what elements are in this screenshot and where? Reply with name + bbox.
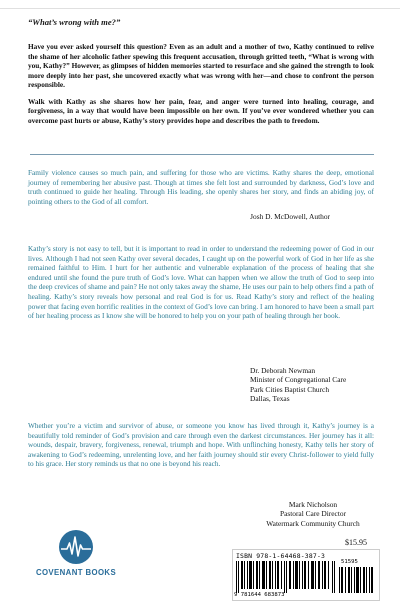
barcode-icon <box>236 561 336 593</box>
endorsement-text: Family violence causes so much pain, and suffering for those who are victims. Kathy shares the deep, emotional journey of remembering her abusive past. Though at times she felt lost and surrounded by darkness, God’s love and truth continued to guide her healing. Through His leading, she openly shares her story, and finds an abiding joy, of pointing others to the God of all comfort. <box>28 168 374 206</box>
endorsement-3-signature <box>248 500 378 528</box>
isbn-text: ISBN 978-1-64468-387-3 <box>236 552 326 560</box>
signature-line: Josh D. McDowell, Author <box>250 212 330 221</box>
barcode-addon-icon <box>339 567 375 593</box>
signature-line: Mark Nicholson <box>288 500 338 509</box>
barcode-addon-digits: 51595 <box>341 559 358 565</box>
divider <box>30 154 374 155</box>
signature-line: Dr. Deborah Newman <box>250 366 316 375</box>
signature-line: Minister of Congregational Care <box>250 375 347 385</box>
intro-paragraph: Walk with Kathy as she shares how her pain, fear, and anger were turned into healing, courage, and forgiveness, in a way that would have been impossible on her own. If you’ve ever wondered whether you can overcome past hurts or abuse, Kathy’s story provides hope and describes the path to freedom. <box>28 96 374 125</box>
endorsement-text: Whether you’re a victim and survivor of abuse, or someone you know has lived through it, Kathy’s journey is a beautifully told reminder of God’s provision and care through even the darkest circumstances. Her journey has it all: wounds, despair, bravery, forgiveness, renewal, triumph and hope. With unflinching honesty, Kathy tells her story of awakening to God’s redeeming, unrelenting love, and her faith journey should stir every Christ-follower to yield fully to his grace. Her story reminds us that no one is beyond his reach. <box>28 421 374 469</box>
price: $15.95 <box>345 538 367 547</box>
endorsement-2-signature <box>250 366 380 404</box>
endorsement-text: Kathy’s story is not easy to tell, but it is important to read in order to understand the redeeming power of God in our lives. Although I had not seen Kathy over several decades, I caught up on the powerful work of God in her life as she remained faithful to Him. I hurt for her authentic and vulnerable explanation of the process of healing that she endured until she found the pure truth of God’s love. What can happen when we allow the truth of God to seep into the deep crevices of shame and pain? He not only takes away the shame, He uses our pain to help others find a path of healing. Kathy’s story reveals how personal and real God is for us. Read Kathy’s story and reflect of the healing power that facing even horrific realities in the context of God’s love can bring. I am honored to have been a small part of her healing process as I know she will be honored to help you on your path of healing through her book. <box>28 244 374 321</box>
signature-line: Dallas, Texas <box>250 394 290 404</box>
signature-line: Park Cities Baptist Church <box>250 384 330 394</box>
publisher-logo <box>34 528 118 592</box>
headline: “What’s wrong with me?” <box>28 17 121 27</box>
signature-line: Pastoral Care Director <box>279 509 347 519</box>
publisher-name: COVENANT BOOKS <box>35 568 117 577</box>
endorsement-1-signature <box>250 212 330 221</box>
endorsement-1 <box>28 168 374 206</box>
intro-text <box>28 42 374 132</box>
intro-paragraph: Have you ever asked yourself this question? Even as an adult and a mother of two, Kathy continued to relive the shame of her alcoholic father spewing this frequent accusation, through gritted teeth, “What is wrong with you, Kathy?” However, as glimpses of hidden memories started to resurface and she gained the strength to look more deeply into her past, she uncovered exactly what was wrong with her—and chose to confront the person responsible. <box>28 42 374 89</box>
publisher-emblem-icon <box>57 528 95 566</box>
barcode-digits: 9 781644 683873 <box>234 592 285 598</box>
endorsement-3 <box>28 421 374 469</box>
top-border <box>0 0 400 9</box>
endorsement-2 <box>28 244 374 321</box>
signature-line: Watermark Community Church <box>266 518 360 528</box>
